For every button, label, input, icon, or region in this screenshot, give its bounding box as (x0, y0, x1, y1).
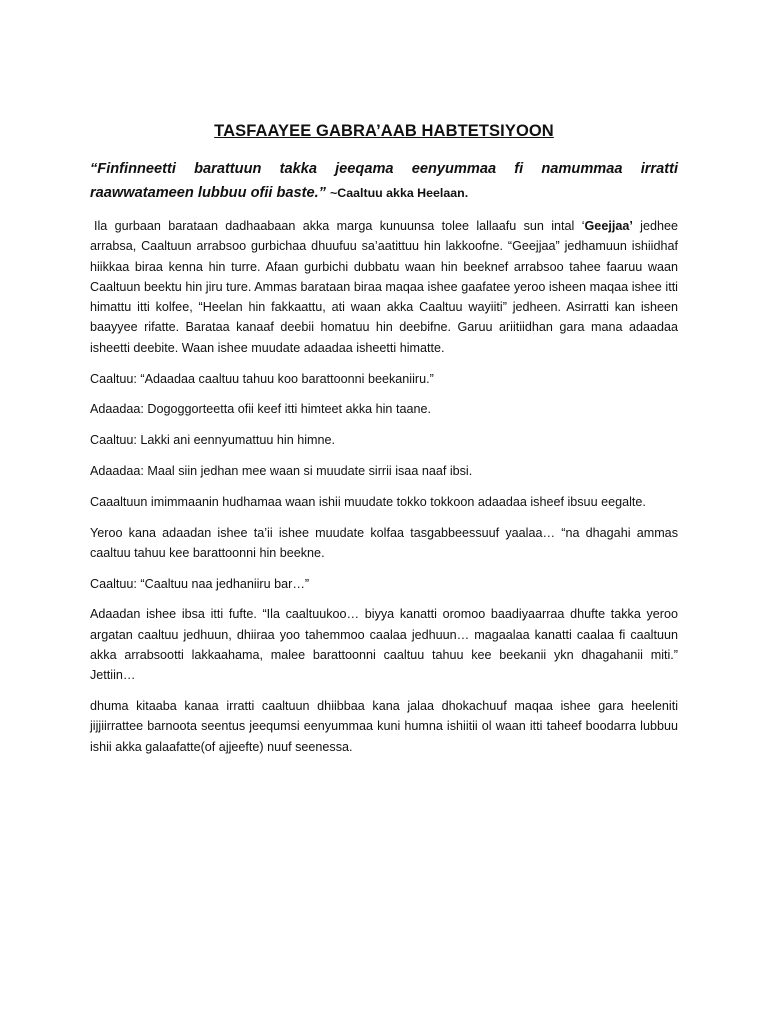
paragraph-5: Caaaltuun imimmaanin hudhamaa waan ishii muudate tokko tokkoon adaadaa isheef ibsuu eegalte. (90, 494, 646, 509)
intro-text-after: jedhee arrabsa, Caaltuun arrabsoo gurbichaa dhuufuu sa’aatittuu hin lakkoofne. “Geejjaa” jedhamuun ishiidhaf hiikkaa biraa kenna hin turre. Afaan gurbichi dubbatu waan hin beeknef arrabsoo tahee faaruu waan Caaltuun beektu hin jiru ture. Ammas barataan biraa maqaa ishee gaafatee yeroo isheen maqaa ishee itti himattu itti kolfee, “Heelan hin fakkaattu, ati waan akka Caaltuu wayiiti” jedheen. Asirratti kan isheen baayyee rifatte. Barataa kanaaf deebii homatuu hin deebifne. Garuu ariitiidhan gara mana adaadaa isheetti deebite. Waan ishee muudate adaadaa isheetti himatte. (90, 219, 678, 355)
paragraph-3: Caaltuu: Lakki ani eennyumattuu hin himne. (90, 433, 336, 448)
document-title: TASFAAYEE GABRA’AAB HABTETSIYOON (214, 122, 554, 140)
intro-text-before: Ila gurbaan barataan dadhaabaan akka marga kunuunsa tolee lallaafu sun intal ‘ (94, 219, 585, 233)
intro-paragraph (90, 216, 678, 358)
intro-bold-word: Geejjaa’ (584, 219, 633, 233)
paragraph-1: Caaltuu: “Adaadaa caaltuu tahuu koo barattoonni beekaniiru.” (90, 371, 434, 386)
document-page (90, 122, 678, 768)
paragraph-8: Adaadan ishee ibsa itti fufte. “Ila caaltuukoo… biyya kanatti oromoo baadiyaarraa dhufte takka yeroo argatan caaltuu jedhuun, dhiiraa yoo tahemmoo caalaa jedhuun… magaalaa kanatti caalaa fi caaltuun akka arrabsootti lakkaahama, malee barattoonni caaltuu tahuu kee beekanii ykn dhagahanii miti.” Jettiin… (90, 607, 678, 683)
paragraph-4: Adaadaa: Maal siin jedhan mee waan si muudate sirrii isaa naaf ibsi. (90, 463, 473, 478)
paragraph-2: Adaadaa: Dogoggorteetta ofii keef itti himteet akka hin taane. (90, 402, 431, 417)
quote-attribution: ~Caaltuu akka Heelaan. (330, 186, 469, 200)
paragraph-6: Yeroo kana adaadan ishee ta’ii ishee muudate kolfaa tasgabbeessuuf yaalaa… “na dhagahi ammas caaltuu tahuu kee barattoonni hin beekne. (90, 525, 678, 560)
quote-text: “Finfinneetti barattuun takka jeeqama eenyummaa fi namummaa irratti raawwatameen lubbuu ofii baste.” (90, 161, 678, 201)
paragraph-7: Caaltuu: “Caaltuu naa jedhaniiru bar…” (90, 576, 310, 591)
opening-quote (90, 157, 678, 205)
paragraph-9: dhuma kitaaba kanaa irratti caaltuun dhiibbaa kana jalaa dhokachuuf maqaa ishee gara heeleniti jijjiirrattee barnoota seentus jeequmsi eenyummaa kuni humna ishiitii ol waan itti taheef boodarra lubbuu ishii akka galaafatte(of ajjeefte) nuuf seenessa. (90, 699, 678, 754)
